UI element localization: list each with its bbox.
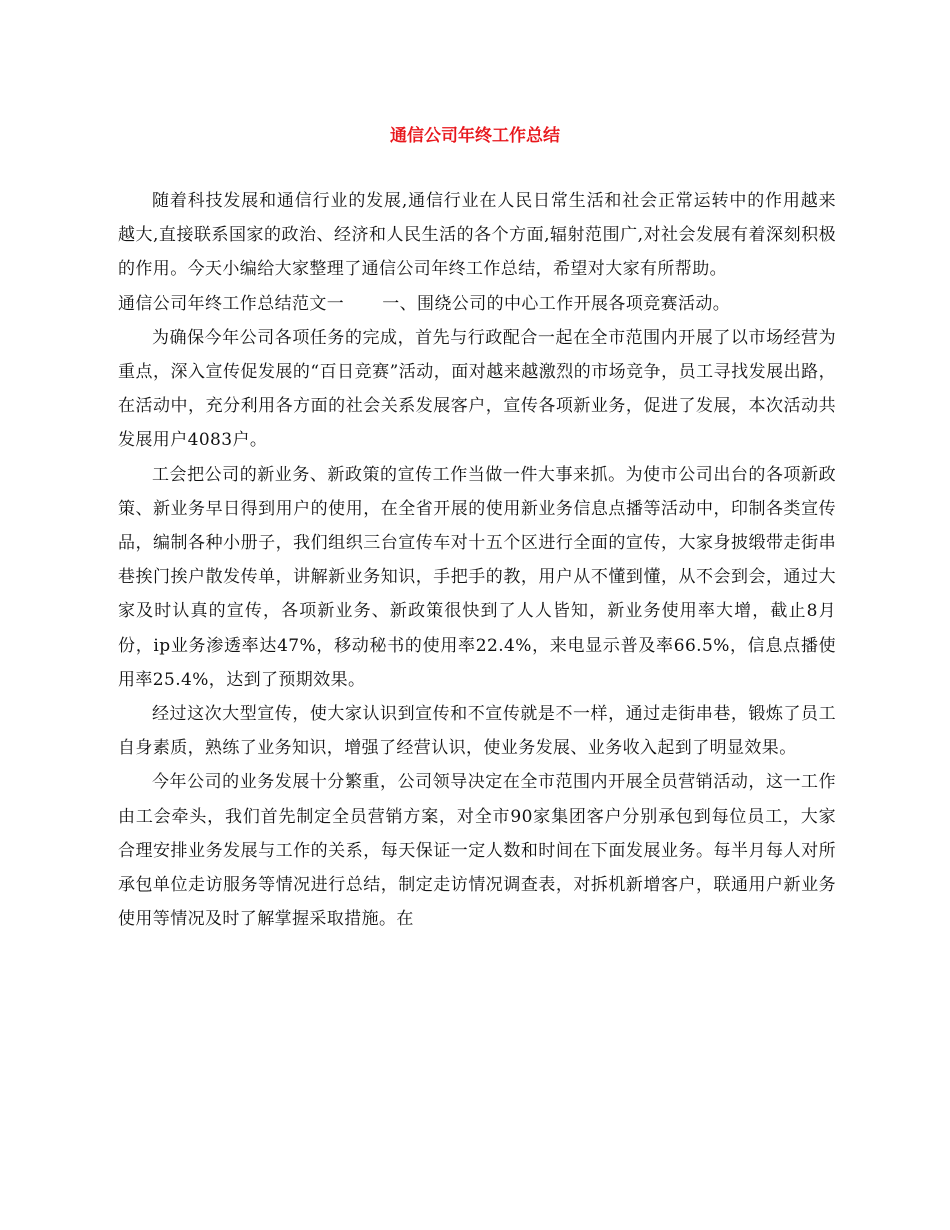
sample-heading: 通信公司年终工作总结范文一 [118, 293, 345, 314]
heading-line [118, 287, 836, 321]
body-paragraph-3: 经过这次大型宣传，使大家认识到宣传和不宣传就是不一样，通过走街串巷，锻炼了员工自身素质，熟练了业务知识，增强了经营认识，使业务发展、业务收入起到了明显效果。 [118, 704, 836, 759]
body-paragraph-1: 为确保今年公司各项任务的完成，首先与行政配合一起在全市范围内开展了以市场经营为重点，深入宣传促发展的“百日竞赛”活动，面对越来越激烈的市场竞争，员工寻找发展出路，在活动中，充分利用各方面的社会关系发展客户，宣传各项新业务，促进了发展，本次活动共发展用户4083户。 [118, 327, 836, 451]
intro-paragraph: 随着科技发展和通信行业的发展,通信行业在人民日常生活和社会正常运转中的作用越来越大,直接联系国家的政治、经济和人民生活的各个方面,辐射范围广,对社会发展有着深刻积极的作用。今天小编给大家整理了通信公司年终工作总结，希望对大家有所帮助。 [118, 191, 836, 280]
section-heading: 一、围绕公司的中心工作开展各项竞赛活动。 [382, 293, 731, 314]
document-title: 通信公司年终工作总结 [390, 126, 560, 146]
document-body [118, 184, 836, 936]
body-paragraph-4: 今年公司的业务发展十分繁重，公司领导决定在全市范围内开展全员营销活动，这一工作由工会牵头，我们首先制定全员营销方案，对全市90家集团客户分别承包到每位员工，大家合理安排业务发展与工作的关系，每天保证一定人数和时间在下面发展业务。每半月每人对所承包单位走访服务等情况进行总结，制定走访情况调查表，对拆机新增客户，联通用户新业务使用等情况及时了解掌握采取措施。在 [118, 772, 836, 930]
body-paragraph-2: 工会把公司的新业务、新政策的宣传工作当做一件大事来抓。为使市公司出台的各项新政策、新业务早日得到用户的使用，在全省开展的使用新业务信息点播等活动中，印制各类宣传品，编制各种小册子，我们组织三台宣传车对十五个区进行全面的宣传，大家身披缎带走街串巷挨门挨户散发传单，讲解新业务知识，手把手的教，用户从不懂到懂，从不会到会，通过大家及时认真的宣传，各项新业务、新政策很快到了人人皆知，新业务使用率大增，截止8月份，ip业务渗透率达47%，移动秘书的使用率22.4%，来电显示普及率66.5%，信息点播使用率25.4%，达到了预期效果。 [118, 464, 836, 690]
